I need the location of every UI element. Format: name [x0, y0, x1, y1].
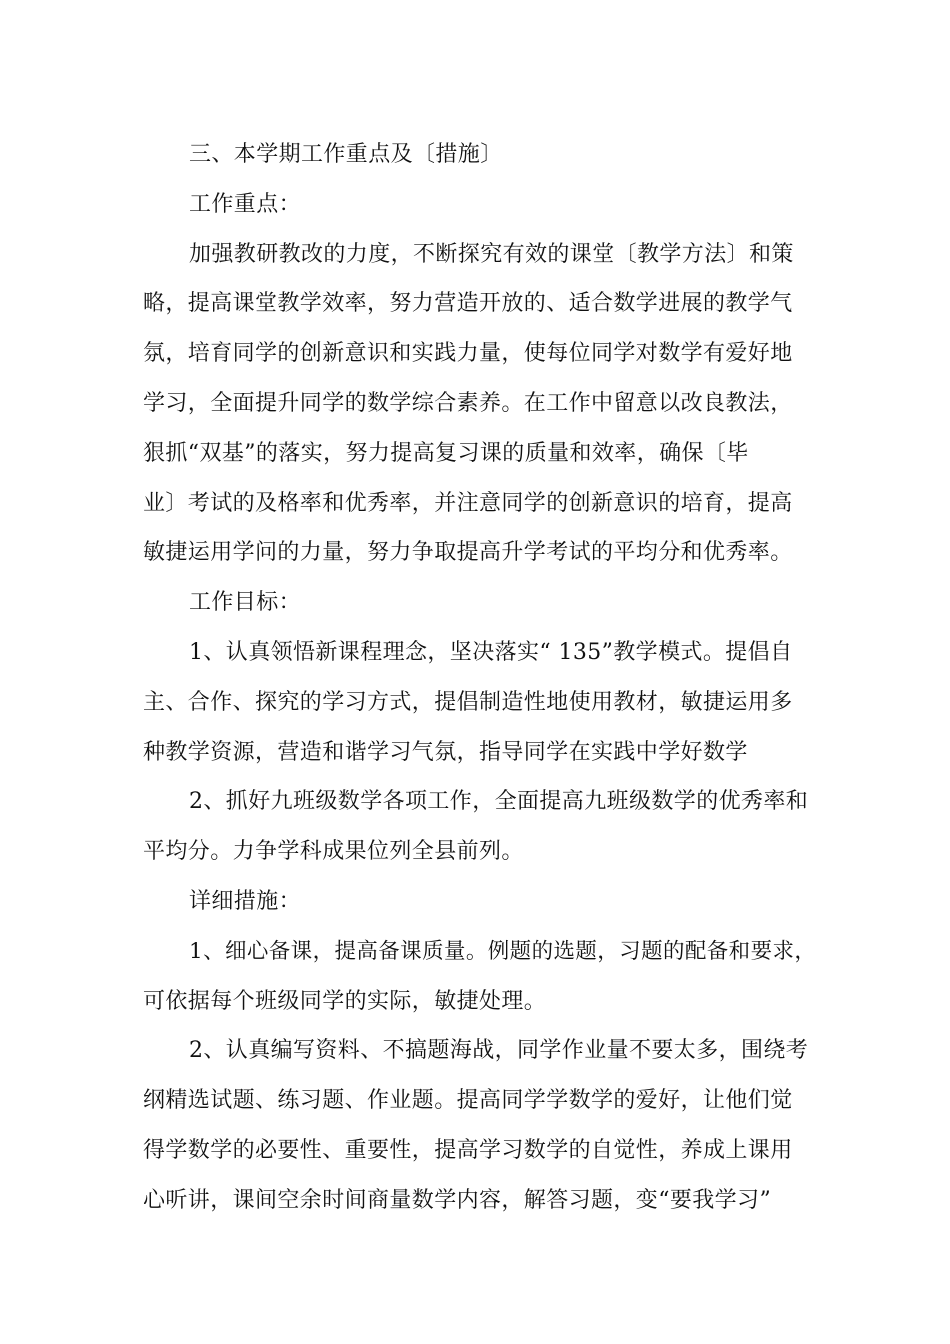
- text-line: 敏捷运用学问的力量，努力争取提高升学考试的平均分和优秀率。: [143, 540, 793, 566]
- text-line: 种教学资源，营造和谐学习气氛，指导同学在实践中学好数学: [143, 739, 748, 765]
- text-line: 2、认真编写资料、不搞题海战，同学作业量不要太多，围绕考: [189, 1038, 809, 1064]
- text-line: 纲精选试题、练习题、作业题。提高同学学数学的爱好，让他们觉: [143, 1088, 793, 1114]
- text-line: 平均分。力争学科成果位列全县前列。: [143, 839, 524, 865]
- text-line: 1、认真领悟新课程理念，坚决落实“ 135”教学模式。提倡自: [189, 639, 793, 665]
- text-line: 略，提高课堂教学效率，努力营造开放的、适合数学进展的教学气: [143, 291, 793, 317]
- text-line: 加强教研教改的力度，不断探究有效的课堂〔教学方法〕和策: [189, 241, 794, 267]
- text-line: 业〕考试的及格率和优秀率，并注意同学的创新意识的培育，提高: [143, 490, 793, 516]
- text-line: 工作目标：: [189, 590, 302, 616]
- text-line: 得学数学的必要性、重要性，提高学习数学的自觉性，养成上课用: [143, 1137, 793, 1163]
- text-line: 狠抓“双基”的落实，努力提高复习课的质量和效率，确保〔毕: [143, 440, 749, 466]
- text-line: 氛，培育同学的创新意识和实践力量，使每位同学对数学有爱好地: [143, 341, 793, 367]
- text-line: 学习，全面提升同学的数学综合素养。在工作中留意以改良教法，: [143, 390, 793, 416]
- text-line: 2、抓好九班级数学各项工作，全面提高九班级数学的优秀率和: [189, 789, 809, 815]
- text-line: 1、细心备课，提高备课质量。例题的选题，习题的配备和要求，: [189, 938, 817, 964]
- text-line: 三、本学期工作重点及〔措施〕: [189, 142, 503, 167]
- text-line: 工作重点：: [189, 191, 302, 217]
- document-body: [143, 130, 823, 1226]
- text-line: 心听讲，课间空余时间商量数学内容，解答习题，变“要我学习”: [143, 1187, 772, 1213]
- text-line: 可依据每个班级同学的实际，敏捷处理。: [143, 988, 547, 1014]
- text-line: 详细措施：: [189, 888, 302, 914]
- text-line: 主、合作、探究的学习方式，提倡制造性地使用教材，敏捷运用多: [143, 689, 793, 715]
